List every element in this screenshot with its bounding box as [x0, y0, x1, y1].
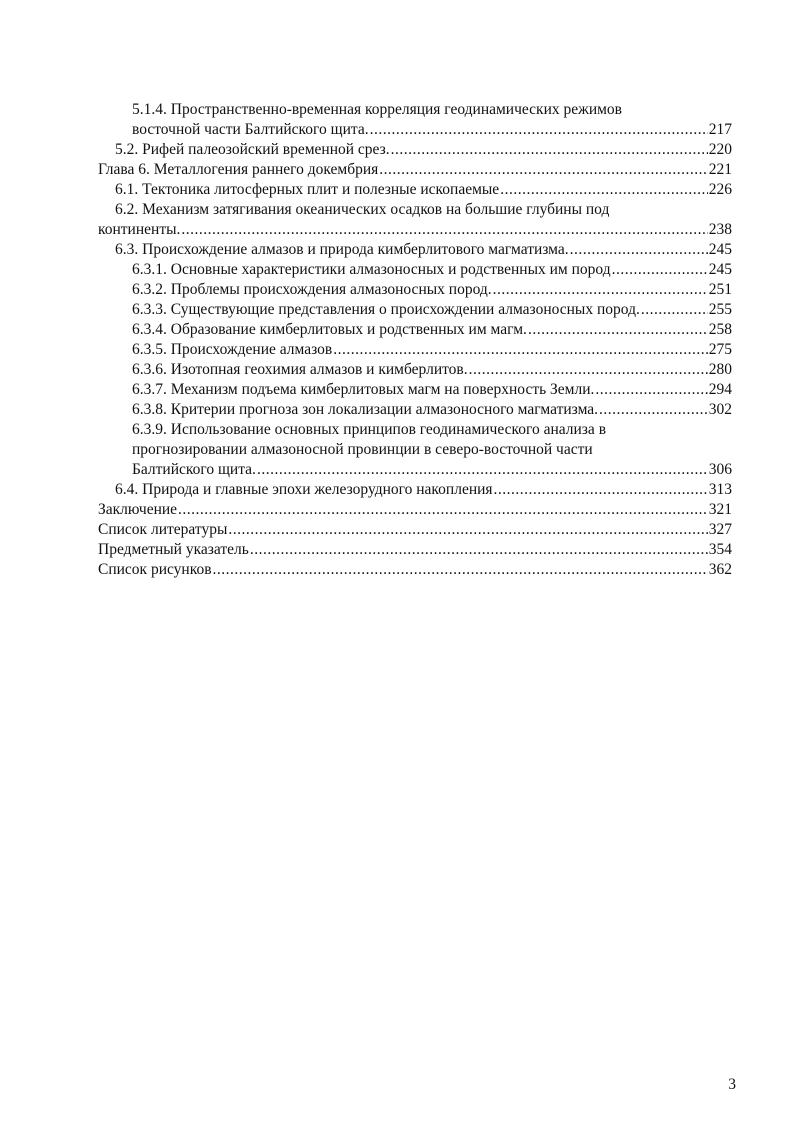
dot-leader [250, 540, 708, 560]
toc-entry[interactable] [98, 520, 732, 540]
page-number: 3 [728, 1076, 736, 1093]
toc-entry[interactable] [98, 100, 732, 140]
toc-entry-title: Глава 6. Металлогения раннего докембрия [98, 161, 379, 178]
toc-entry-page: 294 [708, 381, 732, 398]
toc-entry-page: 313 [708, 481, 732, 498]
toc-entry[interactable] [98, 320, 732, 340]
toc-entry[interactable] [98, 360, 732, 380]
toc-entry-line: 6.2. Механизм затягивания океанических осадков на большие глубины под [115, 201, 610, 218]
dot-leader [612, 260, 708, 280]
toc-entry[interactable] [98, 340, 732, 360]
toc-entry-page: 258 [708, 321, 732, 338]
toc-entry-title: 6.3.2. Проблемы происхождения алмазоносных пород. [132, 281, 492, 298]
toc-entry-last-line [98, 220, 732, 240]
table-of-contents [98, 100, 732, 580]
toc-entry-last-line [98, 540, 732, 560]
toc-entry-page: 280 [708, 361, 732, 378]
toc-entry-last-line [98, 120, 732, 140]
toc-entry-title: 6.3.5. Происхождение алмазов [132, 341, 333, 358]
toc-entry-title: континенты. [98, 221, 181, 238]
toc-entry[interactable] [98, 480, 732, 500]
toc-entry-last-line [98, 380, 732, 400]
toc-entry[interactable] [98, 400, 732, 420]
toc-entry-line: прогнозировании алмазоносной провинции в северо-восточной части [132, 441, 593, 458]
toc-entry-title: Предметный указатель [98, 541, 249, 558]
toc-entry-page: 221 [708, 161, 732, 178]
toc-entry-page: 275 [708, 341, 732, 358]
dot-leader [213, 560, 708, 580]
toc-entry-title: 6.1. Тектоника литосферных плит и полезные ископаемые [115, 181, 500, 198]
toc-entry-title: 6.3.6. Изотопная геохимия алмазов и кимберлитов. [132, 361, 468, 378]
toc-entry-title: 6.3.1. Основные характеристики алмазоносных и родственных им пород [132, 261, 611, 278]
dot-leader [528, 320, 708, 340]
dot-leader [333, 340, 708, 360]
toc-entry-title: восточной части Балтийского щита. [132, 121, 369, 138]
toc-entry-page: 327 [708, 521, 732, 538]
toc-entry-page: 238 [708, 221, 732, 238]
dot-leader [469, 360, 708, 380]
toc-entry-page: 362 [708, 561, 732, 578]
toc-entry-page: 245 [708, 261, 732, 278]
toc-entry-title: 6.3. Происхождение алмазов и природа кимберлитового магматизма. [115, 241, 569, 258]
toc-entry[interactable] [98, 420, 732, 480]
toc-entry-last-line [98, 180, 732, 200]
toc-entry-last-line [98, 160, 732, 180]
toc-entry-title: Заключение [98, 501, 178, 518]
toc-entry-last-line [98, 460, 732, 480]
toc-entry-page: 255 [708, 301, 732, 318]
toc-entry-last-line [98, 360, 732, 380]
dot-leader [570, 240, 708, 260]
toc-entry-page: 226 [708, 181, 732, 198]
toc-entry-last-line [98, 240, 732, 260]
toc-entry[interactable] [98, 180, 732, 200]
toc-entry-last-line [98, 520, 732, 540]
toc-entry-title: 5.2. Рифей палеозойский временной срез. [115, 141, 390, 158]
toc-entry-title: 6.3.7. Механизм подъема кимберлитовых магм на поверхность Земли. [132, 381, 595, 398]
toc-entry-title: 6.3.8. Критерии прогноза зон локализации алмазоносного магматизма. [132, 401, 599, 418]
toc-entry-last-line [98, 500, 732, 520]
toc-entry-page: 321 [708, 501, 732, 518]
toc-entry-title: 6.3.4. Образование кимберлитовых и родственных им магм. [132, 321, 527, 338]
toc-entry-last-line [98, 340, 732, 360]
toc-entry[interactable] [98, 380, 732, 400]
toc-entry-title: 6.3.3. Существующие представления о происхождении алмазоносных пород. [132, 301, 640, 318]
dot-leader [391, 140, 708, 160]
toc-entry[interactable] [98, 240, 732, 260]
dot-leader [178, 500, 708, 520]
dot-leader [181, 220, 707, 240]
dot-leader [595, 380, 707, 400]
toc-entry-page: 217 [708, 121, 732, 138]
toc-entry-title: Балтийского щита. [132, 461, 256, 478]
dot-leader [599, 400, 708, 420]
dot-leader [370, 120, 708, 140]
dot-leader [641, 300, 708, 320]
toc-entry-page: 354 [708, 541, 732, 558]
toc-entry[interactable] [98, 160, 732, 180]
toc-entry-last-line [98, 320, 732, 340]
toc-entry[interactable] [98, 560, 732, 580]
toc-entry-page: 251 [708, 281, 732, 298]
dot-leader [257, 460, 708, 480]
toc-entry-last-line [98, 560, 732, 580]
toc-entry[interactable] [98, 260, 732, 280]
toc-entry[interactable] [98, 540, 732, 560]
dot-leader [494, 480, 708, 500]
toc-entry-page: 306 [708, 461, 732, 478]
toc-entry-page: 245 [708, 241, 732, 258]
toc-entry[interactable] [98, 140, 732, 160]
toc-entry-last-line [98, 400, 732, 420]
toc-entry-last-line [98, 260, 732, 280]
toc-entry[interactable] [98, 280, 732, 300]
toc-entry[interactable] [98, 300, 732, 320]
toc-entry[interactable] [98, 200, 732, 240]
dot-leader [493, 280, 708, 300]
toc-entry-last-line [98, 300, 732, 320]
toc-entry-title: 6.4. Природа и главные эпохи железорудного накопления [115, 481, 493, 498]
toc-entry[interactable] [98, 500, 732, 520]
toc-entry-line: 5.1.4. Пространственно-временная корреляция геодинамических режимов [132, 101, 622, 118]
toc-entry-page: 302 [708, 401, 732, 418]
dot-leader [379, 160, 707, 180]
toc-entry-page: 220 [708, 141, 732, 158]
toc-entry-title: Список рисунков [98, 561, 212, 578]
toc-entry-line: 6.3.9. Использование основных принципов геодинамического анализа в [132, 421, 607, 438]
dot-leader [500, 180, 708, 200]
toc-entry-last-line [98, 480, 732, 500]
toc-entry-title: Список литературы [98, 521, 228, 538]
dot-leader [228, 520, 707, 540]
toc-entry-last-line [98, 140, 732, 160]
toc-entry-last-line [98, 280, 732, 300]
